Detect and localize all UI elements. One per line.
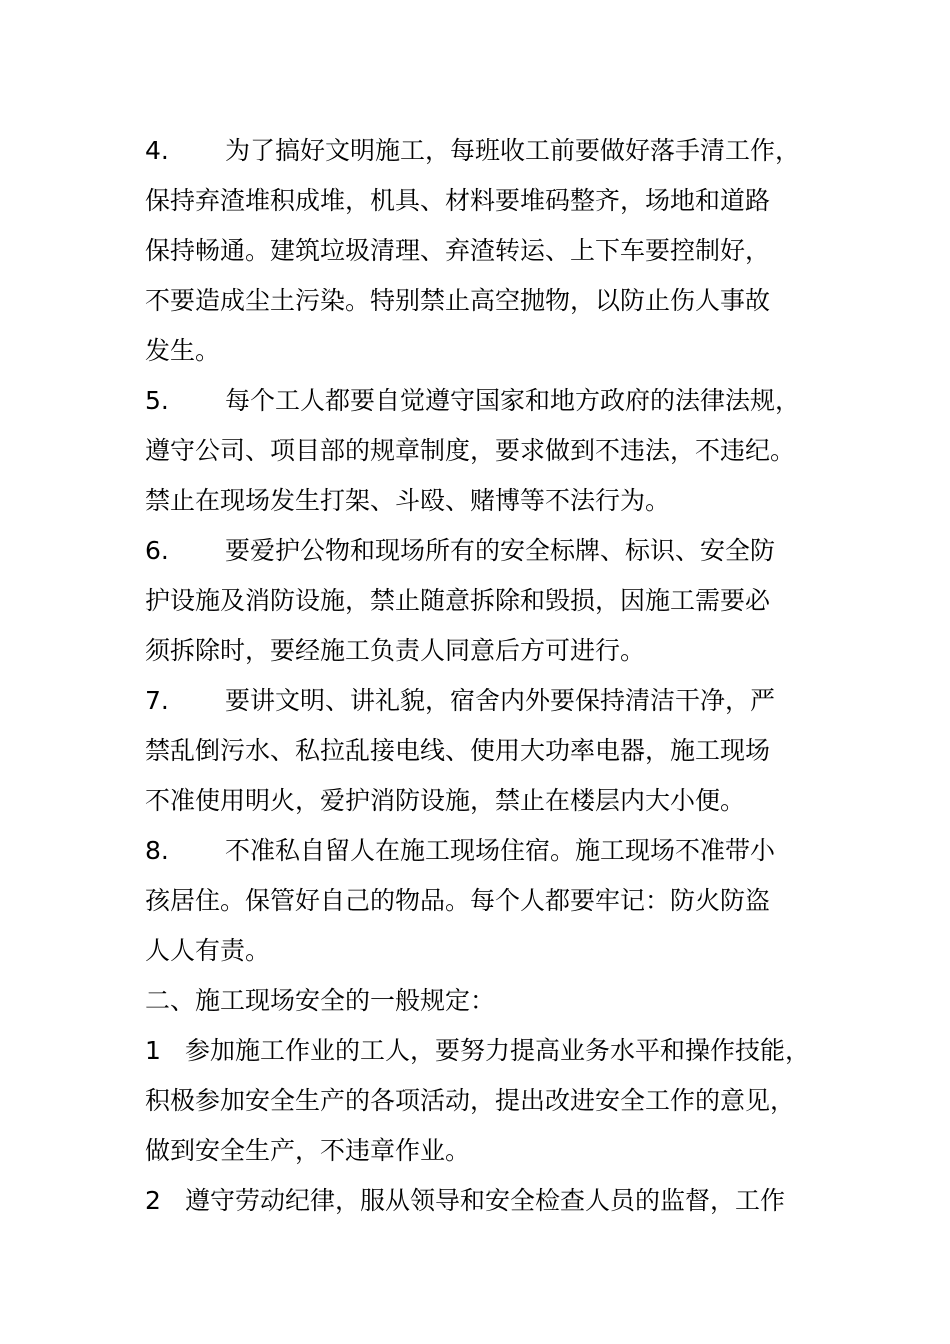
item-5-text-3: 禁止在现场发生打架、斗殴、赌博等不法行为。 (145, 486, 671, 515)
item-6-text-1: 要爱护公物和现场所有的安全标牌、标识、安全防 (225, 536, 776, 565)
rule-1-text-3: 做到安全生产，不违章作业。 (145, 1136, 471, 1165)
item-4-number: 4. (145, 136, 169, 165)
item-8-text-1: 不准私自留人在施工现场住宿。施工现场不准带小 (225, 836, 776, 865)
item-5-number: 5. (145, 386, 169, 415)
item-4-text-3: 保持畅通。建筑垃圾清理、弃渣转运、上下车要控制好， (145, 236, 771, 265)
rule-1-text-2: 积极参加安全生产的各项活动，提出改进安全工作的意见， (145, 1086, 796, 1115)
item-8-text-3: 人人有责。 (145, 936, 271, 965)
item-6-number: 6. (145, 536, 169, 565)
item-4-line-1 (145, 136, 800, 166)
item-4-text-2: 保持弃渣堆积成堆，机具、材料要堆码整齐，场地和道路 (145, 186, 771, 215)
rule-1-line-1 (145, 1036, 810, 1066)
rule-2-line-1 (145, 1186, 785, 1216)
section-2-heading: 二、施工现场安全的一般规定： (145, 986, 496, 1015)
item-4-text-1: 为了搞好文明施工，每班收工前要做好落手清工作， (225, 136, 801, 165)
item-6-text-3: 须拆除时，要经施工负责人同意后方可进行。 (145, 636, 646, 665)
item-5-text-1: 每个工人都要自觉遵守国家和地方政府的法律法规， (225, 386, 801, 415)
item-7-number: 7. (145, 686, 169, 715)
item-6-line-1 (145, 536, 775, 566)
item-6-text-2: 护设施及消防设施，禁止随意拆除和毁损，因施工需要必 (145, 586, 771, 615)
item-7-text-3: 不准使用明火，爱护消防设施，禁止在楼层内大小便。 (145, 786, 746, 815)
item-8-line-1 (145, 836, 775, 866)
item-7-text-1: 要讲文明、讲礼貌，宿舍内外要保持清洁干净，严 (225, 686, 776, 715)
rule-1-number: 1 (145, 1036, 161, 1065)
item-8-text-2: 孩居住。保管好自己的物品。每个人都要牢记：防火防盗 (145, 886, 771, 915)
rule-1-text-1: 参加施工作业的工人，要努力提高业务水平和操作技能， (185, 1036, 811, 1065)
rule-2-text-1: 遵守劳动纪律，服从领导和安全检查人员的监督，工作 (185, 1186, 786, 1215)
item-7-line-1 (145, 686, 775, 716)
item-5-line-1 (145, 386, 800, 416)
rule-2-number: 2 (145, 1186, 161, 1215)
item-4-text-5: 发生。 (145, 336, 221, 365)
item-8-number: 8. (145, 836, 169, 865)
item-7-text-2: 禁乱倒污水、私拉乱接电线、使用大功率电器，施工现场 (145, 736, 771, 765)
item-5-text-2: 遵守公司、项目部的规章制度，要求做到不违法，不违纪。 (145, 436, 796, 465)
item-4-text-4: 不要造成尘土污染。特别禁止高空抛物，以防止伤人事故 (145, 286, 771, 315)
